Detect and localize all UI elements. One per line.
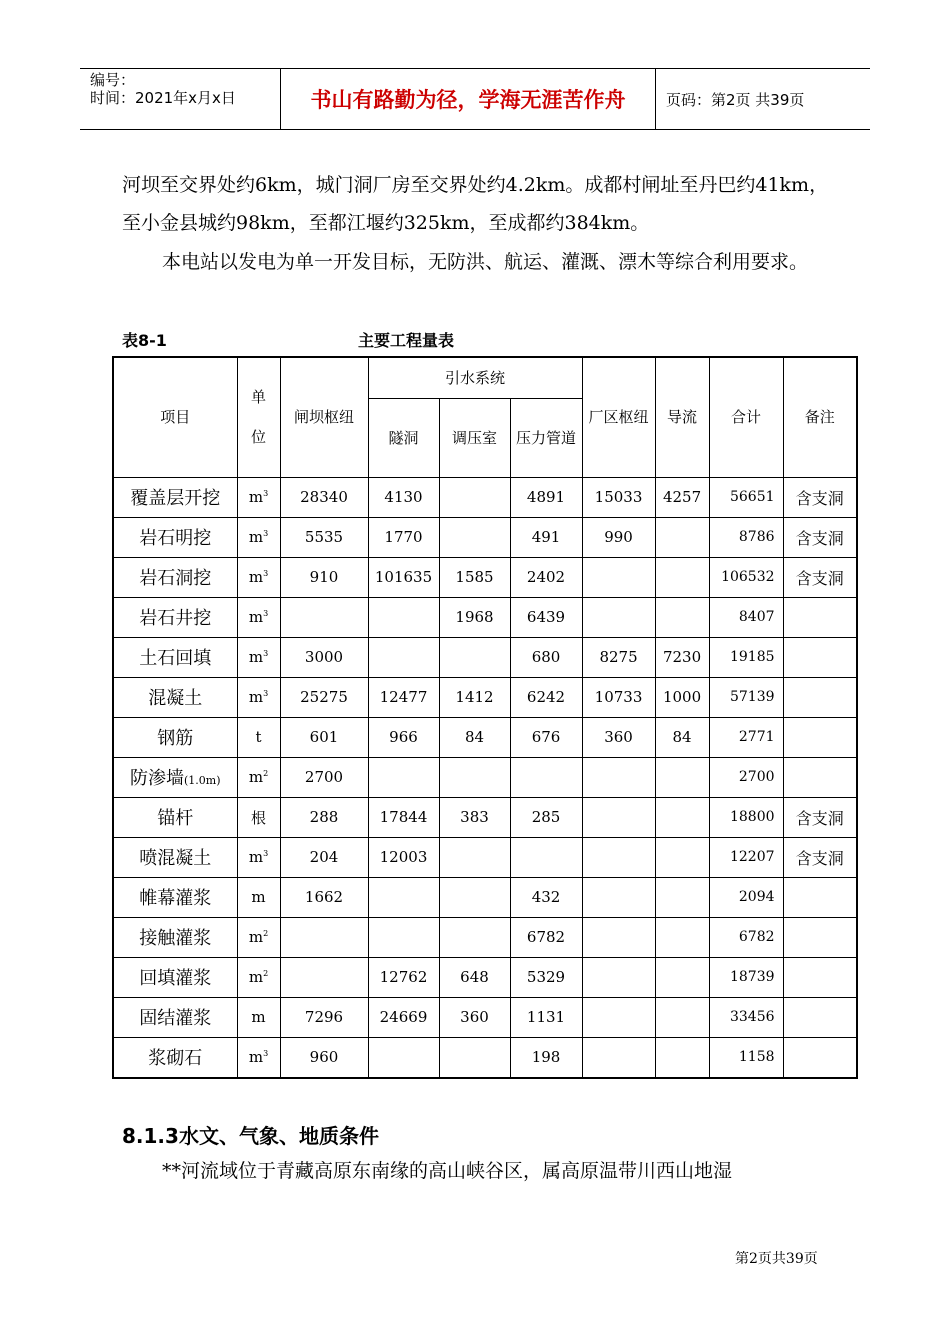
header-page-number: 页码：第2页 共39页 <box>666 90 805 109</box>
cell-unit <box>237 557 280 597</box>
cell-dam <box>280 597 368 637</box>
cell-unit <box>237 677 280 717</box>
cell-total: 56651 <box>709 477 783 517</box>
cell-item-label: 帷幕灌浆 <box>139 888 212 909</box>
cell-remark: 含支洞 <box>783 477 857 517</box>
cell-penstock: 2402 <box>510 557 582 597</box>
cell-unit-superscript: 3 <box>263 489 269 498</box>
quantity-table <box>112 356 858 1079</box>
cell-remark <box>783 597 857 637</box>
cell-dam: 7296 <box>280 997 368 1037</box>
cell-surge <box>439 837 510 877</box>
table-caption <box>122 328 832 350</box>
cell-diversion <box>655 597 709 637</box>
cell-unit-superscript: 3 <box>263 529 269 538</box>
table-row <box>113 597 857 637</box>
cell-plant <box>582 997 655 1037</box>
cell-item <box>113 797 237 837</box>
cell-remark: 含支洞 <box>783 797 857 837</box>
cell-dam: 28340 <box>280 477 368 517</box>
cell-surge <box>439 637 510 677</box>
cell-unit <box>237 477 280 517</box>
cell-diversion <box>655 837 709 877</box>
cell-item <box>113 637 237 677</box>
header-surge-chamber: 调压室 <box>439 398 510 477</box>
cell-diversion <box>655 517 709 557</box>
cell-item <box>113 677 237 717</box>
cell-plant <box>582 797 655 837</box>
cell-item <box>113 757 237 797</box>
cell-unit <box>237 877 280 917</box>
cell-item-label: 锚杆 <box>157 808 194 829</box>
cell-penstock: 4891 <box>510 477 582 517</box>
cell-dam: 204 <box>280 837 368 877</box>
cell-tunnel: 12477 <box>368 677 439 717</box>
cell-tunnel: 1770 <box>368 517 439 557</box>
cell-item <box>113 557 237 597</box>
cell-tunnel <box>368 597 439 637</box>
header-remark: 备注 <box>783 357 857 477</box>
table-row <box>113 837 857 877</box>
table-number: 表8-1 <box>122 331 167 350</box>
cell-total: 1158 <box>709 1037 783 1078</box>
cell-surge: 1585 <box>439 557 510 597</box>
cell-tunnel <box>368 877 439 917</box>
cell-item-label: 岩石井挖 <box>139 608 212 629</box>
body-paragraph-3: **河流域位于青藏高原东南缘的高山峡谷区，属高原温带川西山地湿 <box>162 1160 733 1182</box>
cell-unit <box>237 917 280 957</box>
cell-item <box>113 837 237 877</box>
cell-unit <box>237 757 280 797</box>
cell-plant <box>582 877 655 917</box>
cell-unit-label: m <box>251 888 266 906</box>
cell-surge: 84 <box>439 717 510 757</box>
cell-dam: 1662 <box>280 877 368 917</box>
cell-unit-superscript: 2 <box>263 929 269 938</box>
cell-plant: 360 <box>582 717 655 757</box>
cell-total: 6782 <box>709 917 783 957</box>
cell-tunnel <box>368 637 439 677</box>
cell-item-label: 回填灌浆 <box>139 968 212 989</box>
cell-item-label: 覆盖层开挖 <box>130 488 221 509</box>
cell-item-label: 钢筋 <box>157 728 194 749</box>
cell-dam: 601 <box>280 717 368 757</box>
cell-unit-label: m <box>248 688 264 706</box>
table-row <box>113 917 857 957</box>
table-row <box>113 997 857 1037</box>
cell-unit <box>237 637 280 677</box>
cell-penstock: 285 <box>510 797 582 837</box>
cell-surge: 1968 <box>439 597 510 637</box>
table-row <box>113 1037 857 1078</box>
cell-remark <box>783 637 857 677</box>
cell-penstock: 6782 <box>510 917 582 957</box>
cell-remark: 含支洞 <box>783 557 857 597</box>
cell-plant: 8275 <box>582 637 655 677</box>
cell-penstock: 676 <box>510 717 582 757</box>
cell-tunnel: 12762 <box>368 957 439 997</box>
cell-item-label: 接触灌浆 <box>139 928 212 949</box>
page-header <box>80 68 870 130</box>
cell-unit-label: m <box>248 928 264 946</box>
cell-unit-label: 根 <box>250 808 266 827</box>
cell-plant <box>582 597 655 637</box>
cell-plant: 15033 <box>582 477 655 517</box>
cell-penstock: 6242 <box>510 677 582 717</box>
cell-surge <box>439 477 510 517</box>
cell-unit-superscript: 2 <box>263 769 269 778</box>
cell-remark <box>783 877 857 917</box>
cell-unit-label: m <box>248 568 264 586</box>
header-tunnel: 隧洞 <box>368 398 439 477</box>
cell-dam: 25275 <box>280 677 368 717</box>
cell-unit <box>237 797 280 837</box>
cell-total: 2771 <box>709 717 783 757</box>
cell-surge: 1412 <box>439 677 510 717</box>
header-plant-text: 厂区枢纽 <box>588 408 649 427</box>
cell-plant <box>582 837 655 877</box>
table-title: 主要工程量表 <box>358 331 455 350</box>
cell-diversion <box>655 997 709 1037</box>
cell-tunnel <box>368 1037 439 1078</box>
header-total: 合计 <box>709 357 783 477</box>
cell-remark <box>783 957 857 997</box>
cell-item-label: 岩石洞挖 <box>139 568 212 589</box>
cell-plant: 990 <box>582 517 655 557</box>
cell-diversion <box>655 1037 709 1078</box>
cell-diversion <box>655 957 709 997</box>
cell-penstock: 6439 <box>510 597 582 637</box>
cell-plant: 10733 <box>582 677 655 717</box>
cell-remark <box>783 1037 857 1078</box>
cell-unit-superscript: 3 <box>263 569 269 578</box>
cell-plant <box>582 957 655 997</box>
cell-penstock: 1131 <box>510 997 582 1037</box>
cell-item-label: 浆砌石 <box>148 1048 203 1069</box>
cell-diversion <box>655 917 709 957</box>
cell-dam: 910 <box>280 557 368 597</box>
header-penstock <box>510 398 582 477</box>
cell-dam: 2700 <box>280 757 368 797</box>
cell-plant <box>582 557 655 597</box>
cell-dam: 288 <box>280 797 368 837</box>
cell-unit-label: m <box>248 648 264 666</box>
cell-tunnel: 966 <box>368 717 439 757</box>
cell-diversion: 7230 <box>655 637 709 677</box>
cell-unit-label: m <box>248 608 264 626</box>
table-row <box>113 477 857 517</box>
cell-unit-label: m <box>248 1048 264 1066</box>
table-row <box>113 797 857 837</box>
cell-diversion: 84 <box>655 717 709 757</box>
cell-penstock <box>510 757 582 797</box>
cell-total: 57139 <box>709 677 783 717</box>
cell-item-label: 固结灌浆 <box>139 1008 212 1029</box>
cell-item-label: 岩石明挖 <box>139 528 212 549</box>
body-paragraph-2: 本电站以发电为单一开发目标，无防洪、航运、灌溉、漂木等综合利用要求。 <box>162 251 809 273</box>
cell-diversion <box>655 877 709 917</box>
cell-unit-label: m <box>248 768 264 786</box>
cell-dam <box>280 957 368 997</box>
cell-unit-superscript: 2 <box>263 969 269 978</box>
cell-total: 2700 <box>709 757 783 797</box>
cell-unit-superscript: 3 <box>263 649 269 658</box>
cell-unit-label: m <box>248 848 264 866</box>
cell-surge <box>439 917 510 957</box>
cell-diversion <box>655 757 709 797</box>
table-row <box>113 957 857 997</box>
cell-unit-label: m <box>251 1008 266 1026</box>
table-row <box>113 757 857 797</box>
cell-unit-superscript: 3 <box>263 689 269 698</box>
cell-surge <box>439 757 510 797</box>
cell-diversion <box>655 797 709 837</box>
page-footer: 第2页共39页 <box>735 1251 818 1267</box>
cell-diversion: 1000 <box>655 677 709 717</box>
cell-unit <box>237 957 280 997</box>
cell-unit <box>237 1037 280 1078</box>
header-meta <box>80 69 281 129</box>
cell-diversion: 4257 <box>655 477 709 517</box>
cell-unit-label: m <box>248 488 264 506</box>
cell-dam: 960 <box>280 1037 368 1078</box>
cell-penstock: 432 <box>510 877 582 917</box>
cell-remark <box>783 757 857 797</box>
header-item: 项目 <box>113 357 237 477</box>
cell-item <box>113 997 237 1037</box>
cell-item <box>113 477 237 517</box>
cell-unit-superscript: 3 <box>263 1049 269 1058</box>
cell-unit-label: t <box>255 728 262 746</box>
cell-tunnel <box>368 917 439 957</box>
cell-item-label: 土石回填 <box>139 648 212 669</box>
cell-unit-superscript: 3 <box>263 849 269 858</box>
cell-unit-label: m <box>248 528 264 546</box>
cell-unit <box>237 517 280 557</box>
header-motto: 书山有路勤为径，学海无涯苦作舟 <box>281 69 656 129</box>
cell-item-suffix: (1.0m) <box>183 774 221 787</box>
cell-total: 33456 <box>709 997 783 1037</box>
cell-penstock: 680 <box>510 637 582 677</box>
header-unit-text: 单位 <box>251 388 267 447</box>
cell-item <box>113 517 237 557</box>
cell-tunnel: 12003 <box>368 837 439 877</box>
cell-unit-superscript: 3 <box>263 609 269 618</box>
cell-plant <box>582 1037 655 1078</box>
cell-surge <box>439 1037 510 1078</box>
cell-item-label: 混凝土 <box>148 688 203 709</box>
table-row <box>113 717 857 757</box>
cell-penstock: 5329 <box>510 957 582 997</box>
table-body <box>113 477 857 1078</box>
cell-item-label: 防渗墙 <box>129 768 184 789</box>
body-paragraph-1: 河坝至交界处约6km，城门洞厂房至交界处约4.2km。成都村闸址至丹巴约41km，至小金县城约98km，至都江堰约325km，至成都约384km。 <box>122 174 829 234</box>
cell-surge: 383 <box>439 797 510 837</box>
cell-total: 2094 <box>709 877 783 917</box>
cell-unit <box>237 837 280 877</box>
cell-unit <box>237 717 280 757</box>
cell-tunnel: 4130 <box>368 477 439 517</box>
cell-remark: 含支洞 <box>783 517 857 557</box>
cell-surge: 360 <box>439 997 510 1037</box>
cell-remark: 含支洞 <box>783 837 857 877</box>
cell-penstock: 491 <box>510 517 582 557</box>
header-unit <box>237 357 280 477</box>
header-diversion-system: 引水系统 <box>368 357 582 398</box>
section-heading: 8.1.3水文、气象、地质条件 <box>122 1124 379 1148</box>
cell-diversion <box>655 557 709 597</box>
table-row <box>113 637 857 677</box>
cell-tunnel: 101635 <box>368 557 439 597</box>
cell-total: 12207 <box>709 837 783 877</box>
cell-item <box>113 717 237 757</box>
cell-dam: 5535 <box>280 517 368 557</box>
document-time-label: 时间：2021年x月x日 <box>90 89 236 107</box>
cell-unit <box>237 997 280 1037</box>
table-row <box>113 517 857 557</box>
document-number-label: 编号： <box>90 71 136 89</box>
cell-remark <box>783 997 857 1037</box>
cell-total: 8407 <box>709 597 783 637</box>
table-row <box>113 877 857 917</box>
cell-dam <box>280 917 368 957</box>
cell-remark <box>783 717 857 757</box>
cell-penstock: 198 <box>510 1037 582 1078</box>
table-row <box>113 677 857 717</box>
cell-total: 19185 <box>709 637 783 677</box>
cell-item <box>113 1037 237 1078</box>
cell-item <box>113 917 237 957</box>
cell-unit-label: m <box>248 968 264 986</box>
cell-penstock <box>510 837 582 877</box>
cell-total: 8786 <box>709 517 783 557</box>
cell-tunnel <box>368 757 439 797</box>
cell-plant <box>582 757 655 797</box>
header-penstock-text: 压力管道 <box>516 428 577 447</box>
cell-unit <box>237 597 280 637</box>
cell-tunnel: 17844 <box>368 797 439 837</box>
cell-item-label: 喷混凝土 <box>139 848 212 869</box>
cell-surge: 648 <box>439 957 510 997</box>
cell-dam: 3000 <box>280 637 368 677</box>
cell-total: 106532 <box>709 557 783 597</box>
table-row <box>113 557 857 597</box>
cell-item <box>113 877 237 917</box>
cell-surge <box>439 517 510 557</box>
header-dam: 闸坝枢纽 <box>280 357 368 477</box>
header-plant <box>582 357 655 477</box>
cell-remark <box>783 677 857 717</box>
cell-item <box>113 597 237 637</box>
cell-item <box>113 957 237 997</box>
cell-remark <box>783 917 857 957</box>
cell-total: 18800 <box>709 797 783 837</box>
cell-total: 18739 <box>709 957 783 997</box>
cell-plant <box>582 917 655 957</box>
cell-surge <box>439 877 510 917</box>
header-diversion-flow: 导流 <box>655 357 709 477</box>
cell-tunnel: 24669 <box>368 997 439 1037</box>
